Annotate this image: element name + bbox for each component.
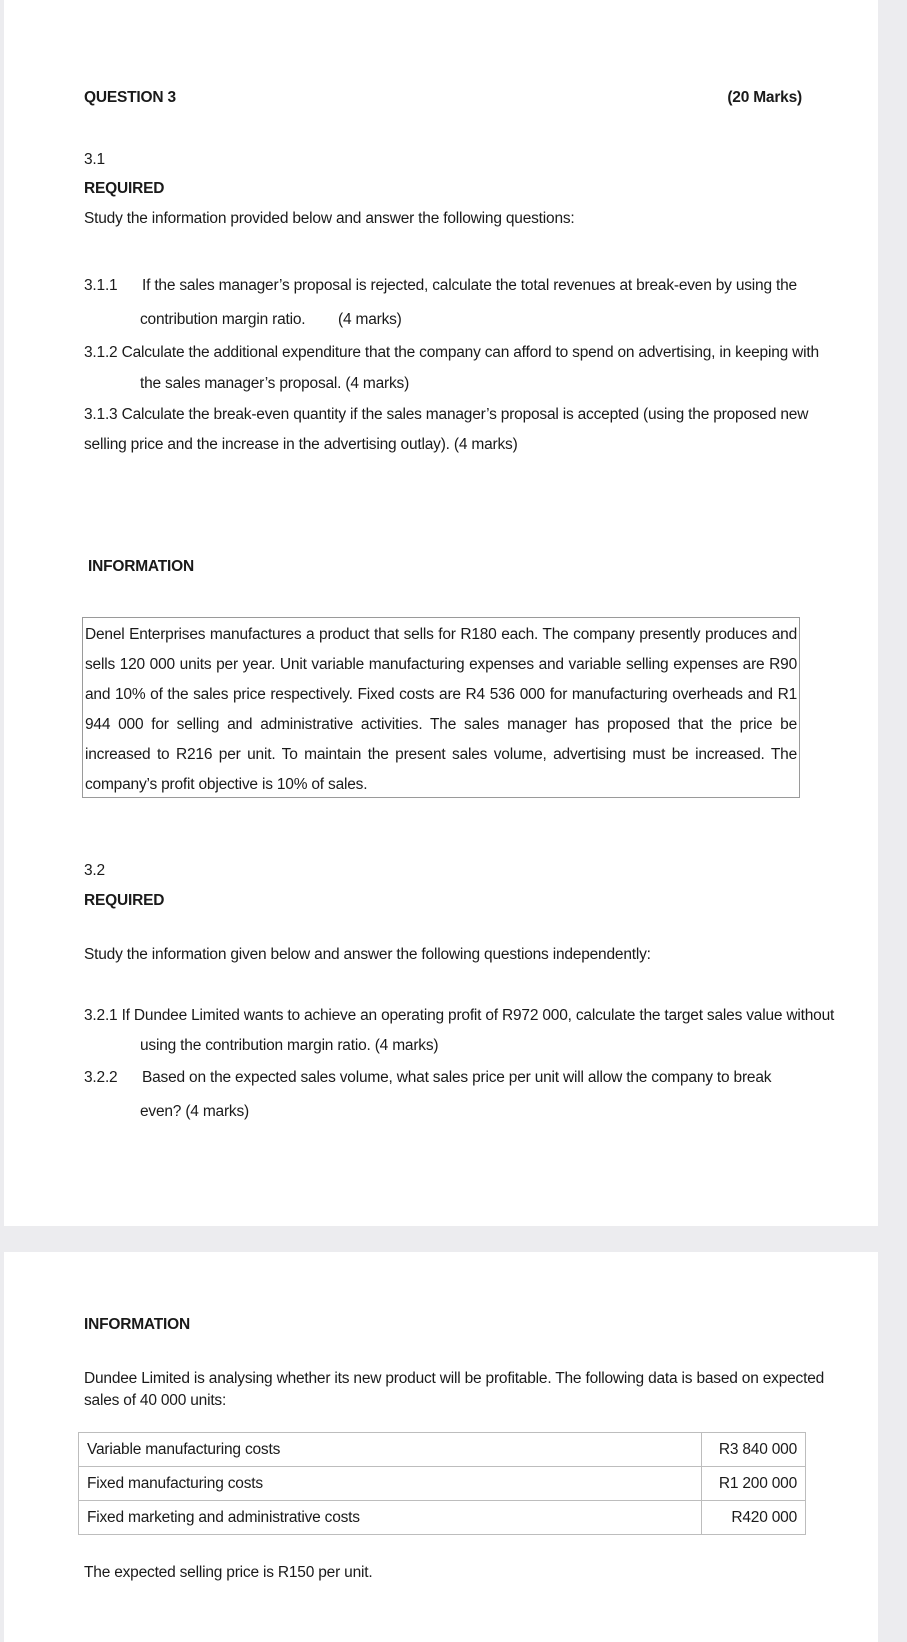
question-number-3-2-2: 3.2.2 <box>84 1069 118 1086</box>
section-intro-3-1: Study the information provided below and answer the following questions: <box>84 210 575 227</box>
cost-label: Fixed marketing and administrative costs <box>79 1501 702 1535</box>
info-intro-line1: Dundee Limited is analysing whether its new product will be profitable. The following data is based on expected <box>84 1370 825 1387</box>
cost-value: R1 200 000 <box>702 1467 806 1501</box>
question-3-2-1-line1: 3.2.1 If Dundee Limited wants to achieve an operating profit of R972 000, calculate the target sales value without <box>84 1007 835 1024</box>
question-3-1-1-line2: contribution margin ratio. <box>140 311 306 328</box>
section-number-3-1: 3.1 <box>84 151 105 168</box>
section-number-3-2: 3.2 <box>84 862 105 879</box>
question-3-1-1-marks: (4 marks) <box>338 311 402 328</box>
question-number-3-1-1: 3.1.1 <box>84 277 118 294</box>
question-3-2-1-line2: using the contribution margin ratio. (4 marks) <box>140 1037 439 1054</box>
info-heading-3-1: INFORMATION <box>88 558 194 575</box>
info-intro-line2: sales of 40 000 units: <box>84 1392 227 1409</box>
cost-label: Fixed manufacturing costs <box>79 1467 702 1501</box>
info-box-denel: Denel Enterprises manufactures a product that sells for R180 each. The company presently produces and sells 120 000 units per year. Unit variable manufacturing expenses and variable selling expenses are R90 and 10% of the sales price respectively. Fixed costs are R4 536 000 for manufacturing overheads and R1 944 000 for selling and administrative activities. The sales manager has proposed that the price be increased to R216 per unit. To maintain the present sales volume, advertising must be increased. The company’s profit objective is 10% of sales. <box>82 617 800 798</box>
document-page-2 <box>4 1252 878 1642</box>
required-heading-3-2: REQUIRED <box>84 892 165 909</box>
question-title: QUESTION 3 <box>84 89 176 106</box>
table-row <box>79 1433 806 1467</box>
cost-value: R420 000 <box>702 1501 806 1535</box>
required-heading-3-1: REQUIRED <box>84 180 165 197</box>
info-heading-3-2: INFORMATION <box>84 1316 190 1333</box>
section-intro-3-2: Study the information given below and answer the following questions independently: <box>84 946 651 963</box>
cost-label: Variable manufacturing costs <box>79 1433 702 1467</box>
question-3-1-2-line1: 3.1.2 Calculate the additional expenditure that the company can afford to spend on advertising, in keeping with <box>84 344 819 361</box>
table-row <box>79 1467 806 1501</box>
question-3-1-3-line1: 3.1.3 Calculate the break-even quantity if the sales manager’s proposal is accepted (using the proposed new <box>84 406 809 423</box>
question-3-1-2-line2: the sales manager’s proposal. (4 marks) <box>140 375 410 392</box>
question-3-1-1-line1: If the sales manager’s proposal is rejected, calculate the total revenues at break-even by using the <box>142 277 797 294</box>
question-3-1-3-line2: selling price and the increase in the advertising outlay). (4 marks) <box>84 436 518 453</box>
question-3-2-2-line1: Based on the expected sales volume, what sales price per unit will allow the company to break <box>142 1069 772 1086</box>
cost-value: R3 840 000 <box>702 1433 806 1467</box>
question-marks: (20 Marks) <box>727 89 802 106</box>
cost-table <box>78 1432 806 1535</box>
selling-price-note: The expected selling price is R150 per unit. <box>84 1564 373 1581</box>
document-page-1 <box>4 0 878 1226</box>
question-3-2-2-line2: even? (4 marks) <box>140 1103 249 1120</box>
table-row <box>79 1501 806 1535</box>
